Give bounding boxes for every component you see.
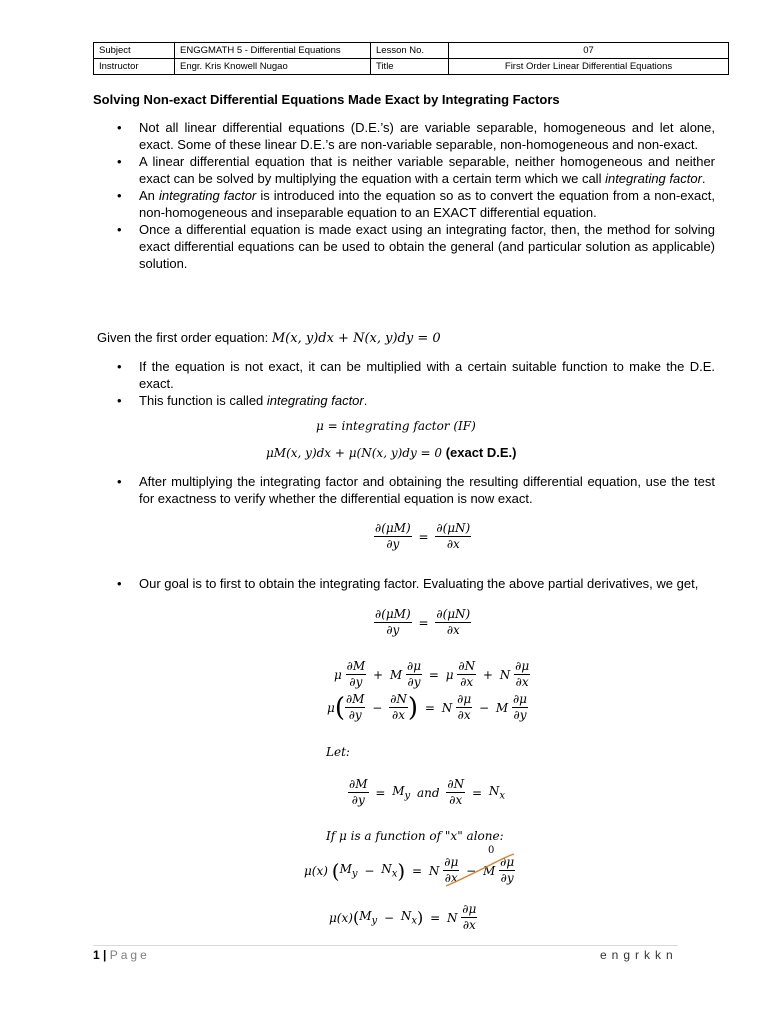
intro-bullet-list bbox=[115, 119, 715, 272]
section-title: Solving Non-exact Differential Equations Made Exact by Integrating Factors bbox=[93, 92, 560, 107]
subscript: x bbox=[391, 868, 398, 880]
numerator: ∂μ bbox=[462, 902, 477, 916]
numerator: ∂(μM) bbox=[375, 521, 411, 535]
bullet-item bbox=[115, 392, 715, 409]
fraction bbox=[374, 521, 412, 552]
header-row-subject bbox=[94, 43, 729, 59]
bullet-item bbox=[115, 575, 715, 592]
numerator: ∂(μM) bbox=[375, 607, 411, 621]
bullet-item bbox=[115, 153, 715, 187]
m-symbol: M bbox=[339, 861, 352, 876]
fraction bbox=[348, 777, 369, 808]
equals-sign: = bbox=[375, 785, 386, 800]
footer-author: engrkkn bbox=[600, 948, 678, 962]
numerator: ∂M bbox=[349, 777, 368, 791]
bullet-item bbox=[115, 119, 715, 153]
page-word: Page bbox=[109, 948, 150, 962]
bullet-text: Not all linear differential equations (D.E.’s) are variable separable, homogeneous and let alone, exact. Some of these linear D.E.’s are non-variable separable, non-homogeneous and non-exact. bbox=[139, 120, 715, 152]
denominator: ∂y bbox=[351, 793, 365, 807]
fraction bbox=[514, 659, 530, 690]
mu-symbol: μ bbox=[334, 667, 342, 682]
denominator: ∂x bbox=[446, 537, 460, 551]
strike-through-annotation bbox=[442, 852, 522, 892]
exact-de-lhs: μM(x, y)dx + μ(N(x, y)dy = 0 bbox=[266, 446, 443, 460]
denominator: ∂y bbox=[349, 675, 363, 689]
bullet-emphasis: integrating factor bbox=[158, 188, 257, 203]
mu-of-x: μ(x) bbox=[304, 863, 328, 878]
fraction bbox=[457, 659, 476, 690]
mu-of-x: μ(x) bbox=[329, 910, 353, 925]
equals-sign: = bbox=[430, 910, 441, 925]
denominator: ∂x bbox=[457, 708, 471, 722]
bullet-item bbox=[115, 358, 715, 392]
subscript: x bbox=[411, 915, 417, 927]
bullet-item bbox=[115, 187, 715, 221]
right-paren: ) bbox=[407, 692, 419, 723]
zero-annotation: 0 bbox=[488, 845, 495, 856]
integrating-factor-definition: μ = integrating factor (IF) bbox=[316, 419, 476, 433]
m-sub-y bbox=[392, 784, 410, 801]
multiply-bullet-list bbox=[115, 358, 715, 409]
bullet-text: After multiplying the integrating factor and obtaining the resulting differential equation, use the test for exactness to verify whether the differential equation is now exact. bbox=[139, 474, 715, 506]
bullet-item bbox=[115, 473, 715, 507]
m-symbol: M bbox=[495, 700, 509, 715]
given-equation: M(x, y)dx + N(x, y)dy = 0 bbox=[271, 331, 441, 346]
title-value: First Order Linear Differential Equations bbox=[449, 59, 729, 75]
footer-rule bbox=[93, 945, 678, 946]
lesson-no-value: 07 bbox=[449, 43, 729, 59]
m-sub-y bbox=[359, 909, 377, 926]
numerator: ∂μ bbox=[500, 855, 515, 869]
bullet-text: . bbox=[701, 171, 706, 186]
minus-sign: − bbox=[466, 863, 477, 878]
denominator: ∂y bbox=[500, 871, 514, 885]
fraction bbox=[512, 692, 528, 723]
equals-sign: = bbox=[471, 785, 483, 800]
let-label: Let: bbox=[326, 745, 350, 759]
numerator: ∂N bbox=[447, 777, 465, 791]
fraction bbox=[435, 521, 471, 552]
mu-symbol: μ bbox=[327, 700, 335, 715]
minus-sign: − bbox=[478, 700, 490, 715]
instructor-value: Engr. Kris Knowell Nugao bbox=[175, 59, 371, 75]
and-word: and bbox=[417, 785, 440, 800]
n-sub-x bbox=[401, 909, 417, 926]
n-symbol: N bbox=[400, 908, 412, 923]
denominator: ∂y bbox=[513, 708, 527, 722]
right-paren: ) bbox=[417, 907, 424, 927]
equals-sign: = bbox=[412, 863, 423, 878]
plus-sign: + bbox=[372, 667, 384, 682]
minus-sign: − bbox=[372, 700, 383, 715]
page-number bbox=[93, 948, 150, 962]
n-symbol: N bbox=[499, 667, 511, 682]
exactness-test-repeat bbox=[374, 607, 471, 638]
m-symbol: M bbox=[482, 863, 496, 878]
factored-equation bbox=[327, 692, 528, 723]
m-symbol: M bbox=[392, 783, 405, 798]
n-symbol: N bbox=[488, 783, 500, 798]
left-paren: ( bbox=[352, 907, 360, 927]
lesson-header-table bbox=[93, 42, 729, 75]
equals-sign: = bbox=[418, 615, 429, 630]
bullet-text: is introduced into the equation so as to convert the equation from a non-exact, non-homogeneous and inseparable equation to an EXACT differential equation. bbox=[139, 188, 715, 220]
denominator: ∂y bbox=[407, 675, 421, 689]
numerator: ∂N bbox=[390, 692, 407, 706]
mu-symbol: μ bbox=[445, 667, 454, 682]
bullet-item bbox=[115, 221, 715, 272]
n-symbol: N bbox=[441, 700, 453, 715]
m-symbol: M bbox=[359, 908, 372, 923]
denominator: ∂x bbox=[392, 708, 406, 722]
subject-value: ENGGMATH 5 - Differential Equations bbox=[175, 43, 371, 59]
page-separator: | bbox=[99, 948, 110, 962]
equals-sign: = bbox=[428, 667, 439, 682]
bullet-text: A linear differential equation that is neither variable separable, neither homogeneous and neither exact can be solved by multiplying the equation with a certain term which we call bbox=[139, 154, 715, 186]
n-sub-x bbox=[381, 862, 397, 879]
exact-de-label: (exact D.E.) bbox=[445, 445, 517, 460]
given-text: Given the first order equation: bbox=[97, 330, 272, 345]
m-sub-y bbox=[340, 862, 358, 879]
given-equation-line bbox=[97, 330, 441, 346]
fraction bbox=[345, 692, 366, 723]
denominator: ∂y bbox=[386, 623, 400, 637]
product-rule-expansion bbox=[334, 659, 530, 690]
goal-bullet-list bbox=[115, 575, 715, 592]
bullet-emphasis: integrating factor bbox=[266, 393, 364, 408]
subscript: y bbox=[371, 915, 378, 927]
bullet-text: If the equation is not exact, it can be multiplied with a certain suitable function to make the D.E. exact. bbox=[139, 359, 715, 391]
header-row-instructor bbox=[94, 59, 729, 75]
bullet-text: . bbox=[363, 393, 368, 408]
n-symbol: N bbox=[428, 863, 440, 878]
numerator: ∂N bbox=[458, 659, 476, 673]
numerator: ∂μ bbox=[406, 659, 421, 673]
subscript: x bbox=[499, 790, 505, 802]
fraction bbox=[389, 692, 408, 723]
fraction bbox=[446, 777, 465, 808]
n-sub-x bbox=[489, 784, 505, 801]
page-number-value: 1 bbox=[93, 948, 100, 962]
denominator: ∂x bbox=[446, 623, 460, 637]
fraction bbox=[374, 607, 412, 638]
equals-sign: = bbox=[418, 529, 429, 544]
exactness-bullet-list bbox=[115, 473, 715, 507]
instructor-label: Instructor bbox=[94, 59, 175, 75]
lesson-no-label: Lesson No. bbox=[371, 43, 449, 59]
minus-sign: − bbox=[383, 910, 395, 925]
fraction bbox=[406, 659, 422, 690]
denominator: ∂y bbox=[348, 708, 362, 722]
numerator: ∂M bbox=[346, 659, 366, 673]
fraction bbox=[346, 659, 367, 690]
fraction bbox=[456, 692, 472, 723]
bullet-text: An bbox=[139, 188, 159, 203]
minus-sign: − bbox=[364, 863, 375, 878]
numerator: ∂μ bbox=[515, 659, 530, 673]
right-paren: ) bbox=[397, 858, 406, 883]
fraction bbox=[435, 607, 471, 638]
bullet-text: Once a differential equation is made exact using an integrating factor, then, the method for solving exact differential equations can be used to obtain the general (and particular solution as applicable) solution. bbox=[139, 222, 715, 271]
denominator: ∂x bbox=[462, 918, 476, 932]
n-symbol: N bbox=[446, 910, 458, 925]
m-symbol: M bbox=[389, 667, 403, 682]
denominator: ∂x bbox=[449, 793, 463, 807]
simplified-equation bbox=[329, 902, 477, 933]
subscript: y bbox=[351, 868, 358, 880]
bullet-emphasis: integrating factor bbox=[605, 171, 702, 186]
numerator: ∂μ bbox=[444, 855, 459, 869]
exactness-test-equation bbox=[374, 521, 471, 552]
numerator: ∂μ bbox=[512, 692, 527, 706]
numerator: ∂(μN) bbox=[436, 521, 471, 535]
fraction bbox=[461, 902, 477, 933]
n-symbol: N bbox=[381, 861, 392, 876]
denominator: ∂x bbox=[515, 675, 529, 689]
equals-sign: = bbox=[424, 700, 435, 715]
subscript: y bbox=[404, 790, 411, 802]
left-paren: ( bbox=[334, 692, 345, 723]
numerator: ∂M bbox=[345, 692, 365, 706]
denominator: ∂y bbox=[386, 537, 400, 551]
numerator: ∂μ bbox=[457, 692, 472, 706]
left-paren: ( bbox=[331, 858, 340, 883]
plus-sign: + bbox=[482, 667, 493, 682]
mu-function-of-x-label: If μ is a function of "x" alone: bbox=[326, 829, 504, 843]
subject-label: Subject bbox=[94, 43, 175, 59]
bullet-text: This function is called bbox=[139, 393, 267, 408]
exact-de-equation bbox=[266, 445, 517, 460]
title-label: Title bbox=[371, 59, 449, 75]
bullet-text: Our goal is to first to obtain the integrating factor. Evaluating the above partial derivatives, we get, bbox=[139, 576, 699, 591]
partial-notation-definition bbox=[348, 777, 505, 808]
denominator: ∂x bbox=[444, 871, 458, 885]
numerator: ∂(μN) bbox=[436, 607, 471, 621]
denominator: ∂x bbox=[460, 675, 474, 689]
